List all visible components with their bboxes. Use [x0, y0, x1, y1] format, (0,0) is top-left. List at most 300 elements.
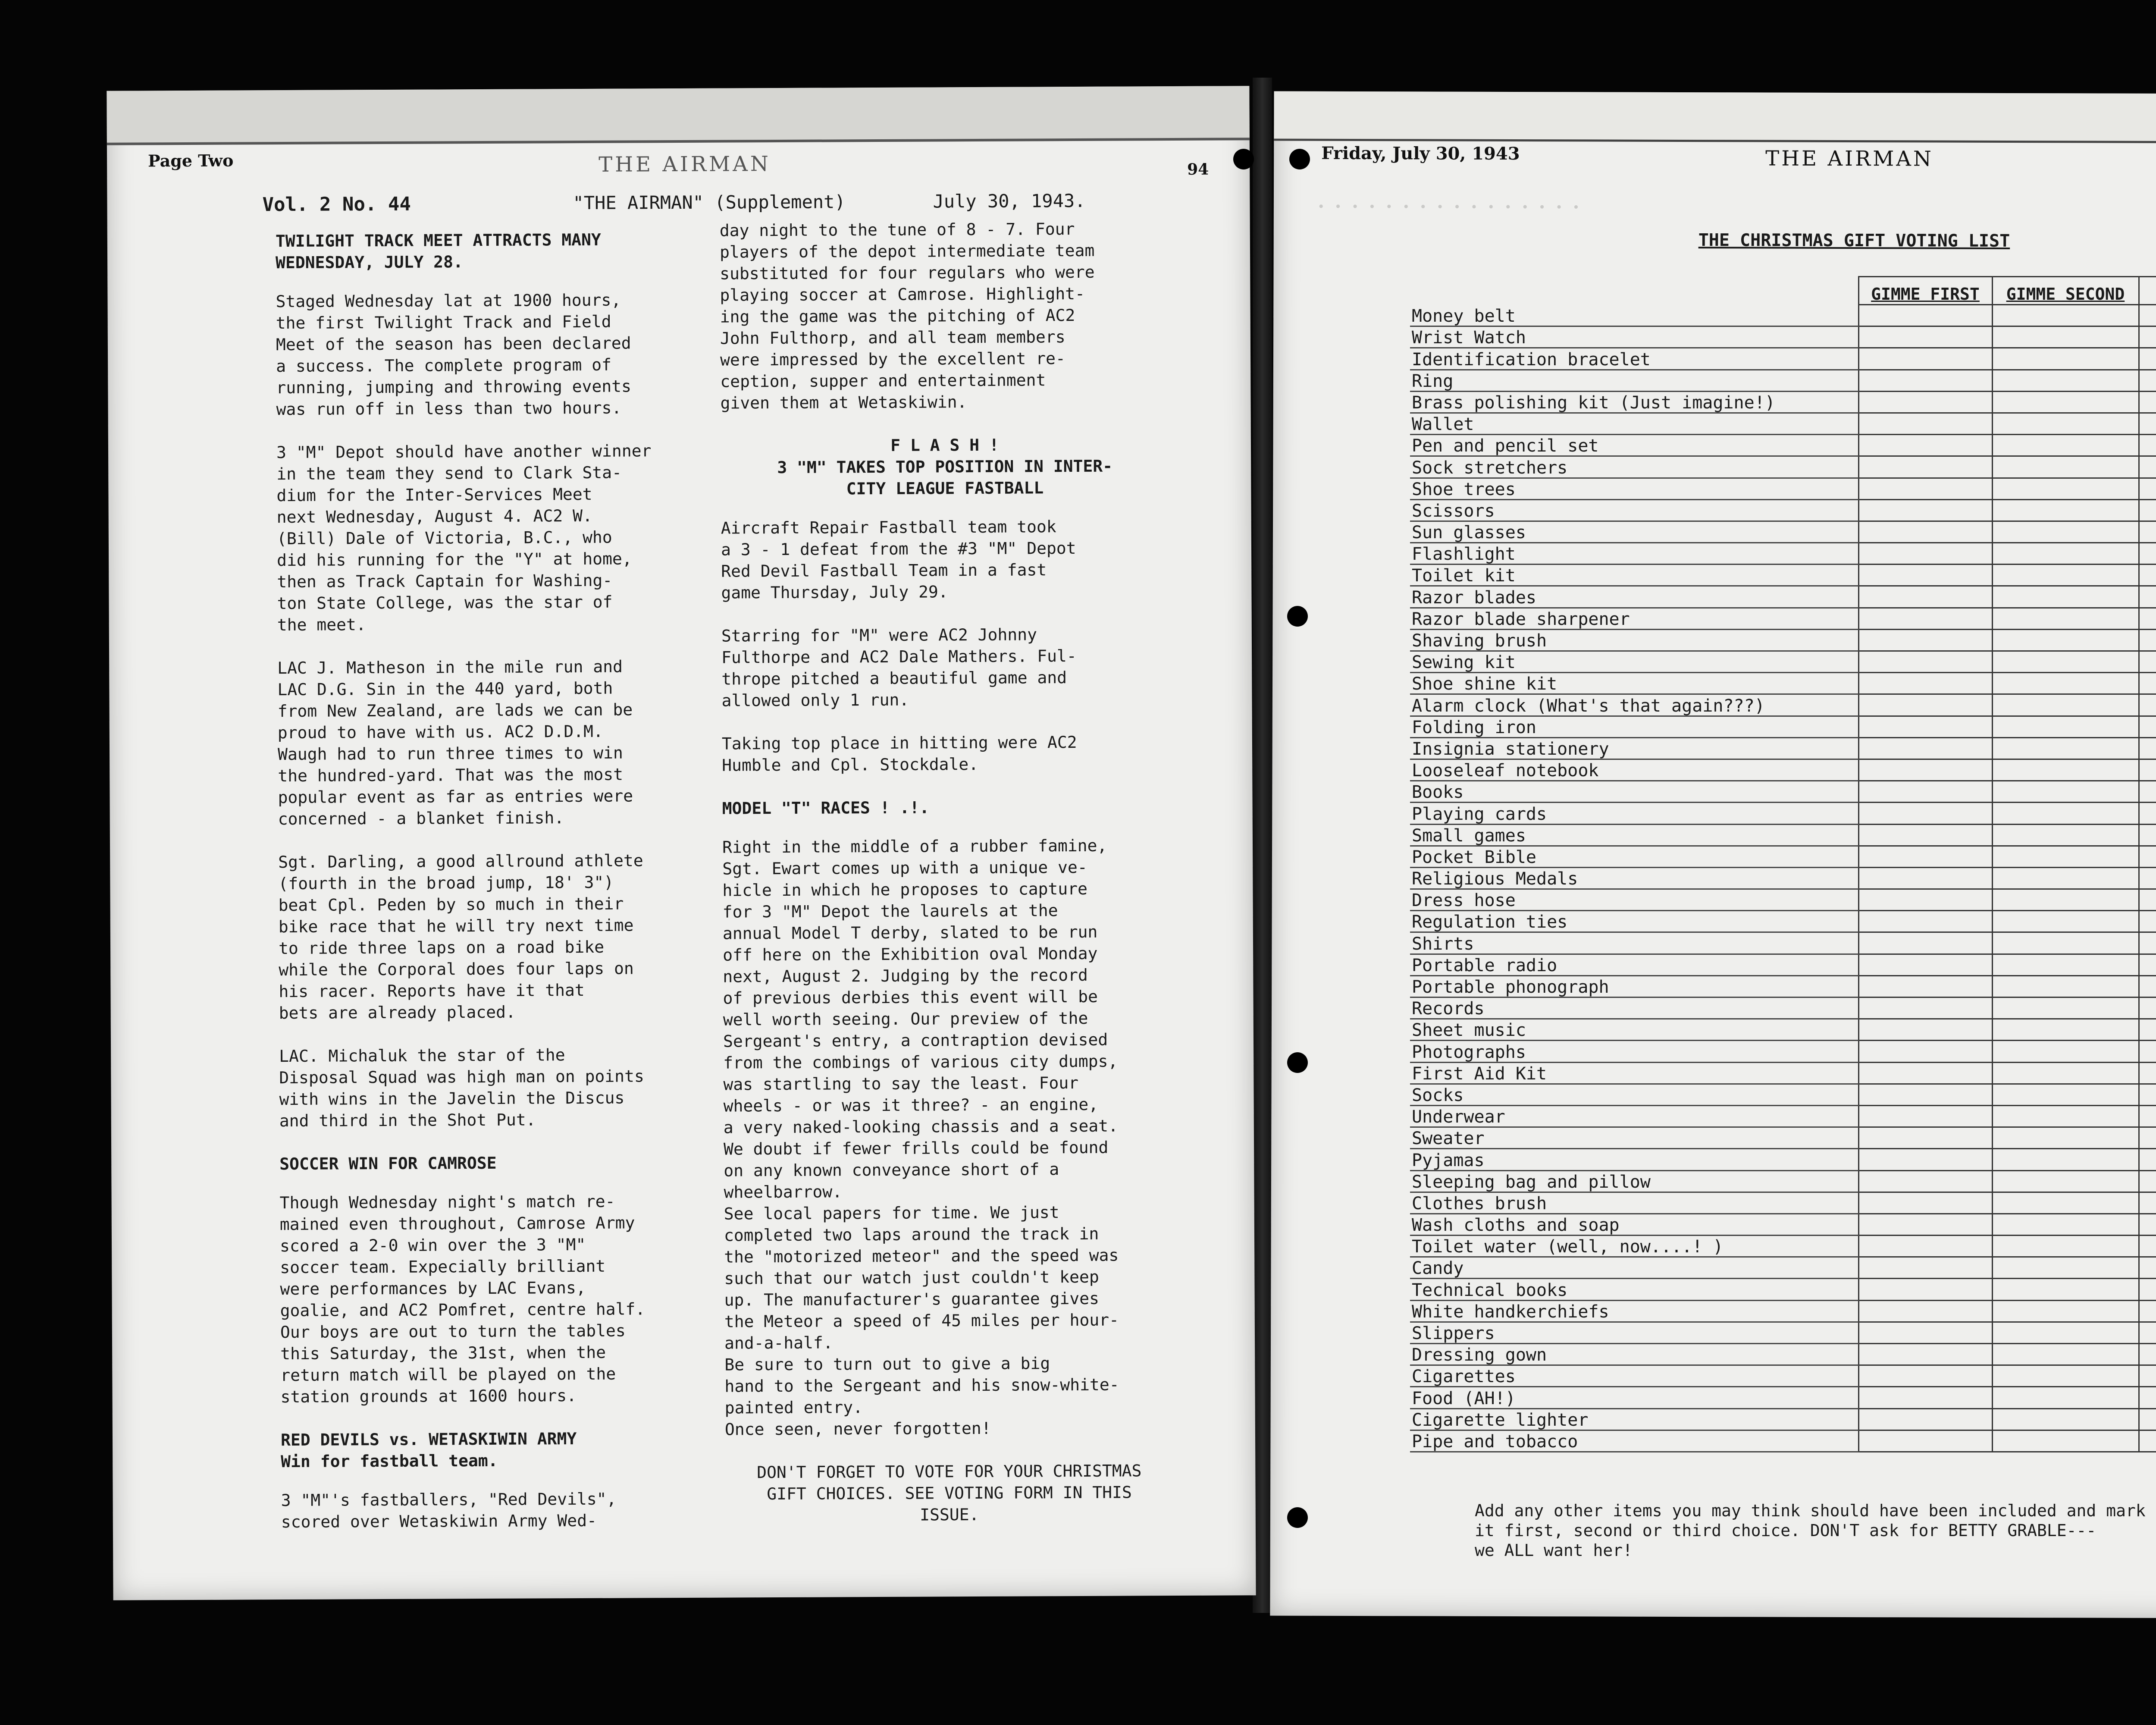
- vote-cell-third[interactable]: [2139, 305, 2156, 326]
- article-heading: RED DEVILS vs. WETASKIWIN ARMY Win for fastball team.: [280, 1429, 577, 1471]
- gift-item-label: Shoe trees: [1410, 478, 1858, 499]
- vote-cell-third[interactable]: [2139, 975, 2156, 997]
- gift-item-label: Toilet water (well, now....! ): [1410, 1236, 1858, 1257]
- vote-cell-second[interactable]: [1992, 305, 2139, 326]
- gift-item-label: Sheet music: [1410, 1019, 1858, 1041]
- gift-item-label: Shoe shine kit: [1410, 673, 1858, 694]
- vote-cell-second[interactable]: [1992, 932, 2139, 954]
- gift-item-label: Cigarette lighter: [1410, 1408, 1858, 1430]
- vote-cell-first[interactable]: [1858, 997, 1992, 1019]
- right-column: [720, 218, 1174, 1548]
- vote-cell-second[interactable]: [1992, 716, 2139, 737]
- gift-item-label: Candy: [1410, 1257, 1858, 1279]
- table-row: [1410, 651, 2156, 673]
- issue-date: Friday, July 30, 1943: [1321, 143, 1520, 164]
- table-row: [1410, 716, 2156, 737]
- vote-cell-third[interactable]: [2139, 1300, 2156, 1322]
- table-row: [1410, 435, 2156, 456]
- header-strip: [1274, 91, 2156, 144]
- vote-cell-third[interactable]: [2139, 370, 2156, 391]
- header-strip: [107, 86, 1250, 145]
- gift-item-label: Brass polishing kit (Just imagine!): [1410, 391, 1858, 413]
- vote-cell-third[interactable]: [2139, 499, 2156, 521]
- vote-cell-first[interactable]: [1858, 586, 1992, 608]
- bleed-through-text: · · · · · · · · · · · · · · · ·: [1316, 190, 1580, 223]
- vote-cell-first[interactable]: [1858, 651, 1992, 673]
- vote-cell-first[interactable]: [1858, 1084, 1992, 1105]
- table-row: [1410, 413, 2156, 434]
- gift-item-label: Pyjamas: [1410, 1149, 1858, 1170]
- gift-item-label: Looseleaf notebook: [1410, 759, 1858, 781]
- table-row: [1410, 694, 2156, 716]
- vote-cell-second[interactable]: [1992, 651, 2139, 673]
- column-header-second: GIMME SECOND: [1992, 277, 2139, 305]
- gift-item-label: Small games: [1410, 824, 1858, 846]
- table-row: [1410, 846, 2156, 867]
- vote-cell-first[interactable]: [1858, 673, 1992, 694]
- gift-item-label: Money belt: [1410, 305, 1858, 326]
- vote-cell-second[interactable]: [1992, 737, 2139, 759]
- article-paragraph: Taking top place in hitting were AC2 Humble and Cpl. Stockdale.: [721, 732, 1077, 775]
- vote-cell-third[interactable]: [2139, 586, 2156, 608]
- gift-item-label: Shaving brush: [1410, 629, 1858, 651]
- vote-cell-second[interactable]: [1992, 824, 2139, 846]
- vote-cell-second[interactable]: [1992, 975, 2139, 997]
- vote-cell-first[interactable]: [1858, 1127, 1992, 1149]
- vote-cell-second[interactable]: [1992, 1257, 2139, 1279]
- gift-item-label: Books: [1410, 781, 1858, 803]
- vote-cell-third[interactable]: [2139, 1084, 2156, 1105]
- gift-item-label: Portable radio: [1410, 954, 1858, 975]
- vote-cell-third[interactable]: [2139, 1408, 2156, 1430]
- article-heading: TWILIGHT TRACK MEET ATTRACTS MANY WEDNESDAY, JULY 28.: [275, 230, 601, 273]
- gift-item-label: Records: [1410, 997, 1858, 1019]
- vote-cell-first[interactable]: [1858, 1019, 1992, 1041]
- vote-cell-third[interactable]: [2139, 1344, 2156, 1365]
- vote-cell-first[interactable]: [1858, 932, 1992, 954]
- vote-cell-second[interactable]: [1992, 759, 2139, 781]
- table-row: [1410, 1019, 2156, 1041]
- voting-footer-note: Add any other items you may think should have been included and mark it first, second or third choice. DON'T ask for BETTY GRABLE--- we ALL want her!: [1475, 1501, 2146, 1560]
- table-row: [1410, 348, 2156, 370]
- vote-cell-third[interactable]: [2139, 456, 2156, 478]
- vote-cell-second[interactable]: [1992, 1387, 2139, 1408]
- binder-hole: [1289, 149, 1310, 169]
- vote-cell-first[interactable]: [1858, 911, 1992, 932]
- table-row: [1410, 370, 2156, 391]
- vote-cell-first[interactable]: [1858, 975, 1992, 997]
- vote-cell-second[interactable]: [1992, 1279, 2139, 1300]
- gift-item-label: Sock stretchers: [1410, 456, 1858, 478]
- vote-cell-third[interactable]: [2139, 846, 2156, 867]
- vote-cell-first[interactable]: [1858, 803, 1992, 824]
- vote-cell-second[interactable]: [1992, 608, 2139, 629]
- vote-cell-third[interactable]: [2139, 1430, 2156, 1452]
- vote-cell-first[interactable]: [1858, 1214, 1992, 1235]
- vote-cell-first[interactable]: [1858, 1192, 1992, 1214]
- table-row: [1410, 673, 2156, 694]
- gift-item-label: Sewing kit: [1410, 651, 1858, 673]
- gift-item-label: Sun glasses: [1410, 521, 1858, 543]
- article-heading: SOCCER WIN FOR CAMROSE: [279, 1153, 497, 1174]
- vote-cell-second[interactable]: [1992, 1127, 2139, 1149]
- vote-reminder: DON'T FORGET TO VOTE FOR YOUR CHRISTMAS GIFT CHOICES. SEE VOTING FORM IN THIS ISSUE.: [757, 1461, 1142, 1524]
- vote-cell-third[interactable]: [2139, 1192, 2156, 1214]
- table-row: [1410, 889, 2156, 911]
- vote-cell-third[interactable]: [2139, 521, 2156, 543]
- vote-cell-first[interactable]: [1858, 1105, 1992, 1127]
- vote-cell-second[interactable]: [1992, 1214, 2139, 1235]
- vote-cell-third[interactable]: [2139, 565, 2156, 586]
- binder-hole: [1287, 606, 1308, 627]
- vote-cell-first[interactable]: [1858, 305, 1992, 326]
- table-row: [1410, 1257, 2156, 1279]
- article-paragraph: Staged Wednesday lat at 1900 hours, the first Twilight Track and Field Meet of the season has been declared a success. The complete program of running, jumping and throwing events was run off in less than two hours.: [276, 290, 632, 419]
- table-row: [1410, 1365, 2156, 1387]
- table-row: [1410, 499, 2156, 521]
- binder-hole: [1233, 149, 1254, 169]
- vote-cell-second[interactable]: [1992, 348, 2139, 370]
- vote-cell-third[interactable]: [2139, 911, 2156, 932]
- page-number: 94: [1187, 160, 1209, 179]
- vote-cell-third[interactable]: [2139, 1214, 2156, 1235]
- vote-cell-first[interactable]: [1858, 435, 1992, 456]
- gift-item-label: Sleeping bag and pillow: [1410, 1170, 1858, 1192]
- gift-item-label: Socks: [1410, 1084, 1858, 1105]
- vote-cell-first[interactable]: [1858, 1387, 1992, 1408]
- table-row: [1410, 1236, 2156, 1257]
- table-row: [1410, 1430, 2156, 1452]
- vote-cell-second[interactable]: [1992, 1408, 2139, 1430]
- vote-cell-first[interactable]: [1858, 499, 1992, 521]
- table-row: [1410, 1300, 2156, 1322]
- vote-cell-second[interactable]: [1992, 694, 2139, 716]
- vote-cell-first[interactable]: [1858, 543, 1992, 565]
- vote-cell-third[interactable]: [2139, 1105, 2156, 1127]
- vote-cell-second[interactable]: [1992, 997, 2139, 1019]
- vote-cell-first[interactable]: [1858, 716, 1992, 737]
- binder-hole: [1287, 1507, 1308, 1528]
- vote-cell-third[interactable]: [2139, 391, 2156, 413]
- vote-cell-first[interactable]: [1858, 1322, 1992, 1343]
- vote-cell-third[interactable]: [2139, 1019, 2156, 1041]
- table-row: [1410, 543, 2156, 565]
- binder-hole: [1287, 1052, 1308, 1073]
- vote-cell-first[interactable]: [1858, 326, 1992, 348]
- vote-cell-first[interactable]: [1858, 867, 1992, 889]
- header-title: THE AIRMAN: [599, 152, 771, 177]
- vote-cell-second[interactable]: [1992, 1170, 2139, 1192]
- vote-cell-second[interactable]: [1992, 846, 2139, 867]
- vote-cell-second[interactable]: [1992, 543, 2139, 565]
- vote-cell-first[interactable]: [1858, 1170, 1992, 1192]
- table-row: [1410, 1149, 2156, 1170]
- article-heading: F L A S H ! 3 "M" TAKES TOP POSITION IN INTER- CITY LEAGUE FASTBALL: [777, 435, 1113, 499]
- gift-item-label: Alarm clock (What's that again???): [1410, 694, 1858, 716]
- left-page: [107, 86, 1256, 1600]
- vote-cell-second[interactable]: [1992, 1041, 2139, 1062]
- vote-cell-second[interactable]: [1992, 565, 2139, 586]
- vote-cell-second[interactable]: [1992, 1019, 2139, 1041]
- vote-cell-second[interactable]: [1992, 413, 2139, 434]
- article-paragraph: Sgt. Darling, a good allround athlete (fourth in the broad jump, 18' 3") beat Cpl. Peden by so much in their bike race that he will try next time to ride three laps on a road bike while the Corporal does four laps on his racer. Reports have it that bets are already placed.: [278, 851, 643, 1023]
- gift-item-label: Pipe and tobacco: [1410, 1430, 1858, 1452]
- table-row: [1410, 391, 2156, 413]
- gift-item-label: Flashlight: [1410, 543, 1858, 565]
- vote-cell-third[interactable]: [2139, 889, 2156, 911]
- vote-cell-third[interactable]: [2139, 954, 2156, 975]
- vote-cell-second[interactable]: [1992, 867, 2139, 889]
- vote-cell-second[interactable]: [1992, 1084, 2139, 1105]
- table-row: [1410, 932, 2156, 954]
- table-row: [1410, 1192, 2156, 1214]
- article-paragraph: Right in the middle of a rubber famine, Sgt. Ewart comes up with a unique ve- hicle in which he proposes to capture for 3 "M" Depot the laurels at the annual Model T derby, slated to be run off here on the Exhibition oval Monday next, August 2. Judging by the record of previous derbies this event will be well worth seeing. Our preview of the Sergeant's entry, a contraption devised from the combings of various city dumps, was startling to say the least. Four wheels - or was it three? - an engine, a very naked-looking chassis and a seat. We doubt if fewer frills could be found on any known conveyance short of a wheelbarrow. See local papers for time. We just completed two laps around the track in the "motorized meteor" and the speed was such that our watch just couldn't keep up. The manufacturer's guarantee gives the Meteor a speed of 45 miles per hour- and-a-half. Be sure to turn out to give a big hand to the Sergeant and his snow-white- painted entry. Once seen, never forgotten!: [722, 836, 1119, 1439]
- gift-item-label: Religious Medals: [1410, 867, 1858, 889]
- vote-cell-first[interactable]: [1858, 1062, 1992, 1084]
- vote-cell-third[interactable]: [2139, 1236, 2156, 1257]
- vote-cell-third[interactable]: [2139, 867, 2156, 889]
- vote-cell-third[interactable]: [2139, 997, 2156, 1019]
- vote-cell-second[interactable]: [1992, 1344, 2139, 1365]
- table-row: [1410, 586, 2156, 608]
- vote-cell-second[interactable]: [1992, 499, 2139, 521]
- gift-item-label: Technical books: [1410, 1279, 1858, 1300]
- gift-item-label: Wrist Watch: [1410, 326, 1858, 348]
- vote-cell-third[interactable]: [2139, 1041, 2156, 1062]
- vote-cell-first[interactable]: [1858, 391, 1992, 413]
- vote-cell-second[interactable]: [1992, 781, 2139, 803]
- article-paragraph: 3 "M"'s fastballers, "Red Devils", scored over Wetaskiwin Army Wed-: [281, 1489, 617, 1532]
- vote-cell-third[interactable]: [2139, 435, 2156, 456]
- book-spine: [1253, 78, 1272, 1613]
- gift-item-label: Cigarettes: [1410, 1365, 1858, 1387]
- table-row: [1410, 1408, 2156, 1430]
- vote-cell-second[interactable]: [1992, 521, 2139, 543]
- vote-cell-third[interactable]: [2139, 694, 2156, 716]
- vote-cell-second[interactable]: [1992, 1192, 2139, 1214]
- vote-cell-second[interactable]: [1992, 586, 2139, 608]
- table-row: [1410, 1062, 2156, 1084]
- gift-item-label: Food (AH!): [1410, 1387, 1858, 1408]
- gift-item-label: Scissors: [1410, 499, 1858, 521]
- vote-cell-third[interactable]: [2139, 413, 2156, 434]
- vote-cell-first[interactable]: [1858, 629, 1992, 651]
- vote-cell-first[interactable]: [1858, 1041, 1992, 1062]
- gift-item-label: Dress hose: [1410, 889, 1858, 911]
- table-row: [1410, 1279, 2156, 1300]
- gift-item-label: Slippers: [1410, 1322, 1858, 1343]
- vote-cell-first[interactable]: [1858, 694, 1992, 716]
- vote-cell-third[interactable]: [2139, 1365, 2156, 1387]
- gift-item-label: Razor blade sharpener: [1410, 608, 1858, 629]
- vote-cell-first[interactable]: [1858, 824, 1992, 846]
- vote-cell-first[interactable]: [1858, 1236, 1992, 1257]
- gift-item-label: Clothes brush: [1410, 1192, 1858, 1214]
- table-row: [1410, 1127, 2156, 1149]
- vote-cell-third[interactable]: [2139, 1279, 2156, 1300]
- vote-cell-first[interactable]: [1858, 781, 1992, 803]
- gift-item-label: Underwear: [1410, 1105, 1858, 1127]
- vote-cell-first[interactable]: [1858, 954, 1992, 975]
- vote-cell-first[interactable]: [1858, 846, 1992, 867]
- table-row: [1410, 824, 2156, 846]
- table-row: [1410, 803, 2156, 824]
- table-row: [1410, 326, 2156, 348]
- vote-cell-third[interactable]: [2139, 824, 2156, 846]
- vote-cell-second[interactable]: [1992, 1322, 2139, 1343]
- vote-cell-second[interactable]: [1992, 326, 2139, 348]
- vote-cell-second[interactable]: [1992, 629, 2139, 651]
- table-row: [1410, 456, 2156, 478]
- vote-cell-first[interactable]: [1858, 608, 1992, 629]
- gift-item-label: Insignia stationery: [1410, 737, 1858, 759]
- left-column: [276, 229, 704, 1554]
- vote-cell-first[interactable]: [1858, 413, 1992, 434]
- vote-cell-first[interactable]: [1858, 1430, 1992, 1452]
- vote-cell-second[interactable]: [1992, 673, 2139, 694]
- table-row: [1410, 1322, 2156, 1343]
- table-row: [1410, 1170, 2156, 1192]
- gift-item-label: Portable phonograph: [1410, 975, 1858, 997]
- vote-cell-third[interactable]: [2139, 932, 2156, 954]
- vote-cell-second[interactable]: [1992, 391, 2139, 413]
- table-row: [1410, 997, 2156, 1019]
- table-row: [1410, 1105, 2156, 1127]
- vote-cell-second[interactable]: [1992, 803, 2139, 824]
- vote-cell-third[interactable]: [2139, 608, 2156, 629]
- table-row: [1410, 629, 2156, 651]
- vote-cell-third[interactable]: [2139, 737, 2156, 759]
- article-paragraph: day night to the tune of 8 - 7. Four players of the depot intermediate team substituted for four regulars who were playing soccer at Camrose. Highlight- ing the game was the pitching of AC2 John Fulthorp, and all team members were impressed by the excellent re- ception, supper and entertainment given them at Wetaskiwin.: [719, 220, 1095, 413]
- vote-cell-second[interactable]: [1992, 1300, 2139, 1322]
- article-paragraph: 3 "M" Depot should have another winner in the team they send to Clark Sta- dium for the Inter-Services Meet next Wednesday, August 4. AC2 W. (Bill) Dale of Victoria, B.C., who did his running for the "Y" at home, then as Track Captain for Washing- ton State College, was the star of the meet.: [276, 441, 652, 635]
- gift-item-label: Toilet kit: [1410, 565, 1858, 586]
- table-row: [1410, 478, 2156, 499]
- vote-cell-third[interactable]: [2139, 651, 2156, 673]
- gift-item-label: Regulation ties: [1410, 911, 1858, 932]
- vote-cell-third[interactable]: [2139, 478, 2156, 499]
- vote-cell-first[interactable]: [1858, 1257, 1992, 1279]
- vote-cell-third[interactable]: [2139, 543, 2156, 565]
- vote-cell-first[interactable]: [1858, 1408, 1992, 1430]
- table-row: [1410, 1214, 2156, 1235]
- gift-item-label: Sweater: [1410, 1127, 1858, 1149]
- table-row: [1410, 521, 2156, 543]
- header-title: THE AIRMAN: [1765, 146, 1934, 171]
- vote-cell-second[interactable]: [1992, 911, 2139, 932]
- vote-cell-second[interactable]: [1992, 1105, 2139, 1127]
- vote-cell-third[interactable]: [2139, 348, 2156, 370]
- article-heading: MODEL "T" RACES ! .!.: [722, 798, 930, 818]
- table-row: [1410, 954, 2156, 975]
- volume-number: Vol. 2 No. 44: [262, 193, 411, 216]
- vote-cell-first[interactable]: [1858, 1344, 1992, 1365]
- vote-cell-first[interactable]: [1858, 521, 1992, 543]
- vote-cell-third[interactable]: [2139, 781, 2156, 803]
- gift-item-label: Shirts: [1410, 932, 1858, 954]
- vote-cell-third[interactable]: [2139, 326, 2156, 348]
- vote-cell-first[interactable]: [1858, 1149, 1992, 1170]
- vote-cell-second[interactable]: [1992, 435, 2139, 456]
- table-row: [1410, 608, 2156, 629]
- vote-cell-third[interactable]: [2139, 1062, 2156, 1084]
- vote-cell-second[interactable]: [1992, 954, 2139, 975]
- vote-cell-second[interactable]: [1992, 1149, 2139, 1170]
- table-row: [1410, 911, 2156, 932]
- vote-cell-first[interactable]: [1858, 1300, 1992, 1322]
- vote-cell-second[interactable]: [1992, 1236, 2139, 1257]
- masthead-date: July 30, 1943.: [933, 190, 1086, 212]
- vote-cell-first[interactable]: [1858, 1279, 1992, 1300]
- vote-cell-second[interactable]: [1992, 478, 2139, 499]
- table-row: [1410, 305, 2156, 326]
- vote-cell-second[interactable]: [1992, 456, 2139, 478]
- vote-cell-second[interactable]: [1992, 370, 2139, 391]
- vote-cell-third[interactable]: [2139, 1322, 2156, 1343]
- vote-cell-second[interactable]: [1992, 1062, 2139, 1084]
- vote-cell-second[interactable]: [1992, 1365, 2139, 1387]
- voting-table: [1410, 276, 2156, 1452]
- item-header-blank: [1410, 277, 1858, 305]
- vote-cell-first[interactable]: [1858, 370, 1992, 391]
- vote-cell-third[interactable]: [2139, 1149, 2156, 1170]
- vote-cell-first[interactable]: [1858, 478, 1992, 499]
- vote-cell-first[interactable]: [1858, 889, 1992, 911]
- gift-item-label: Playing cards: [1410, 803, 1858, 824]
- vote-cell-third[interactable]: [2139, 716, 2156, 737]
- vote-cell-third[interactable]: [2139, 1127, 2156, 1149]
- vote-cell-first[interactable]: [1858, 456, 1992, 478]
- article-paragraph: Aircraft Repair Fastball team took a 3 - 1 defeat from the #3 "M" Depot Red Devil Fastball Team in a fast game Thursday, July 29.: [721, 517, 1076, 602]
- gift-item-label: Folding iron: [1410, 716, 1858, 737]
- gift-item-label: First Aid Kit: [1410, 1062, 1858, 1084]
- vote-cell-first[interactable]: [1858, 737, 1992, 759]
- vote-cell-third[interactable]: [2139, 1170, 2156, 1192]
- article-paragraph: Though Wednesday night's match re- mained even throughout, Camrose Army scored a 2-0 win over the 3 "M" soccer team. Expecially brilliant were performances by LAC Evans, goalie, and AC2 Pomfret, centre half. Our boys are out to turn the tables this Saturday, the 31st, when the return match will be played on the station grounds at 1600 hours.: [279, 1192, 646, 1407]
- gift-item-label: Wash cloths and soap: [1410, 1214, 1858, 1235]
- table-row: [1410, 867, 2156, 889]
- gift-item-label: Dressing gown: [1410, 1344, 1858, 1365]
- vote-cell-third[interactable]: [2139, 629, 2156, 651]
- gift-item-label: Pen and pencil set: [1410, 435, 1858, 456]
- masthead-title: "THE AIRMAN" (Supplement): [573, 191, 846, 214]
- gift-item-label: Photographs: [1410, 1041, 1858, 1062]
- table-row: [1410, 781, 2156, 803]
- table-row: [1410, 737, 2156, 759]
- vote-cell-first[interactable]: [1858, 759, 1992, 781]
- vote-cell-first[interactable]: [1858, 565, 1992, 586]
- vote-cell-third[interactable]: [2139, 759, 2156, 781]
- article-paragraph: LAC J. Matheson in the mile run and LAC D.G. Sin in the 440 yard, both from New Zealand, are lads we can be proud to have with us. AC2 D.D.M. Waugh had to run three times to win the hundred-yard. That was the most popular event as far as entries were concerned - a blanket finish.: [277, 657, 633, 829]
- page-label: Page Two: [147, 151, 234, 171]
- column-header-first: GIMME FIRST: [1858, 277, 1992, 305]
- vote-cell-third[interactable]: [2139, 673, 2156, 694]
- vote-cell-first[interactable]: [1858, 1365, 1992, 1387]
- voting-list-title: THE CHRISTMAS GIFT VOTING LIST: [1698, 230, 2010, 251]
- gift-item-label: Identification bracelet: [1410, 348, 1858, 370]
- vote-cell-second[interactable]: [1992, 889, 2139, 911]
- column-header-third: [2139, 277, 2156, 305]
- vote-cell-third[interactable]: [2139, 1257, 2156, 1279]
- gift-item-label: White handkerchiefs: [1410, 1300, 1858, 1322]
- gift-item-label: Razor blades: [1410, 586, 1858, 608]
- gift-item-label: Wallet: [1410, 413, 1858, 434]
- vote-cell-second[interactable]: [1992, 1430, 2139, 1452]
- vote-cell-first[interactable]: [1858, 348, 1992, 370]
- vote-cell-third[interactable]: [2139, 1387, 2156, 1408]
- vote-cell-third[interactable]: [2139, 803, 2156, 824]
- table-row: [1410, 1041, 2156, 1062]
